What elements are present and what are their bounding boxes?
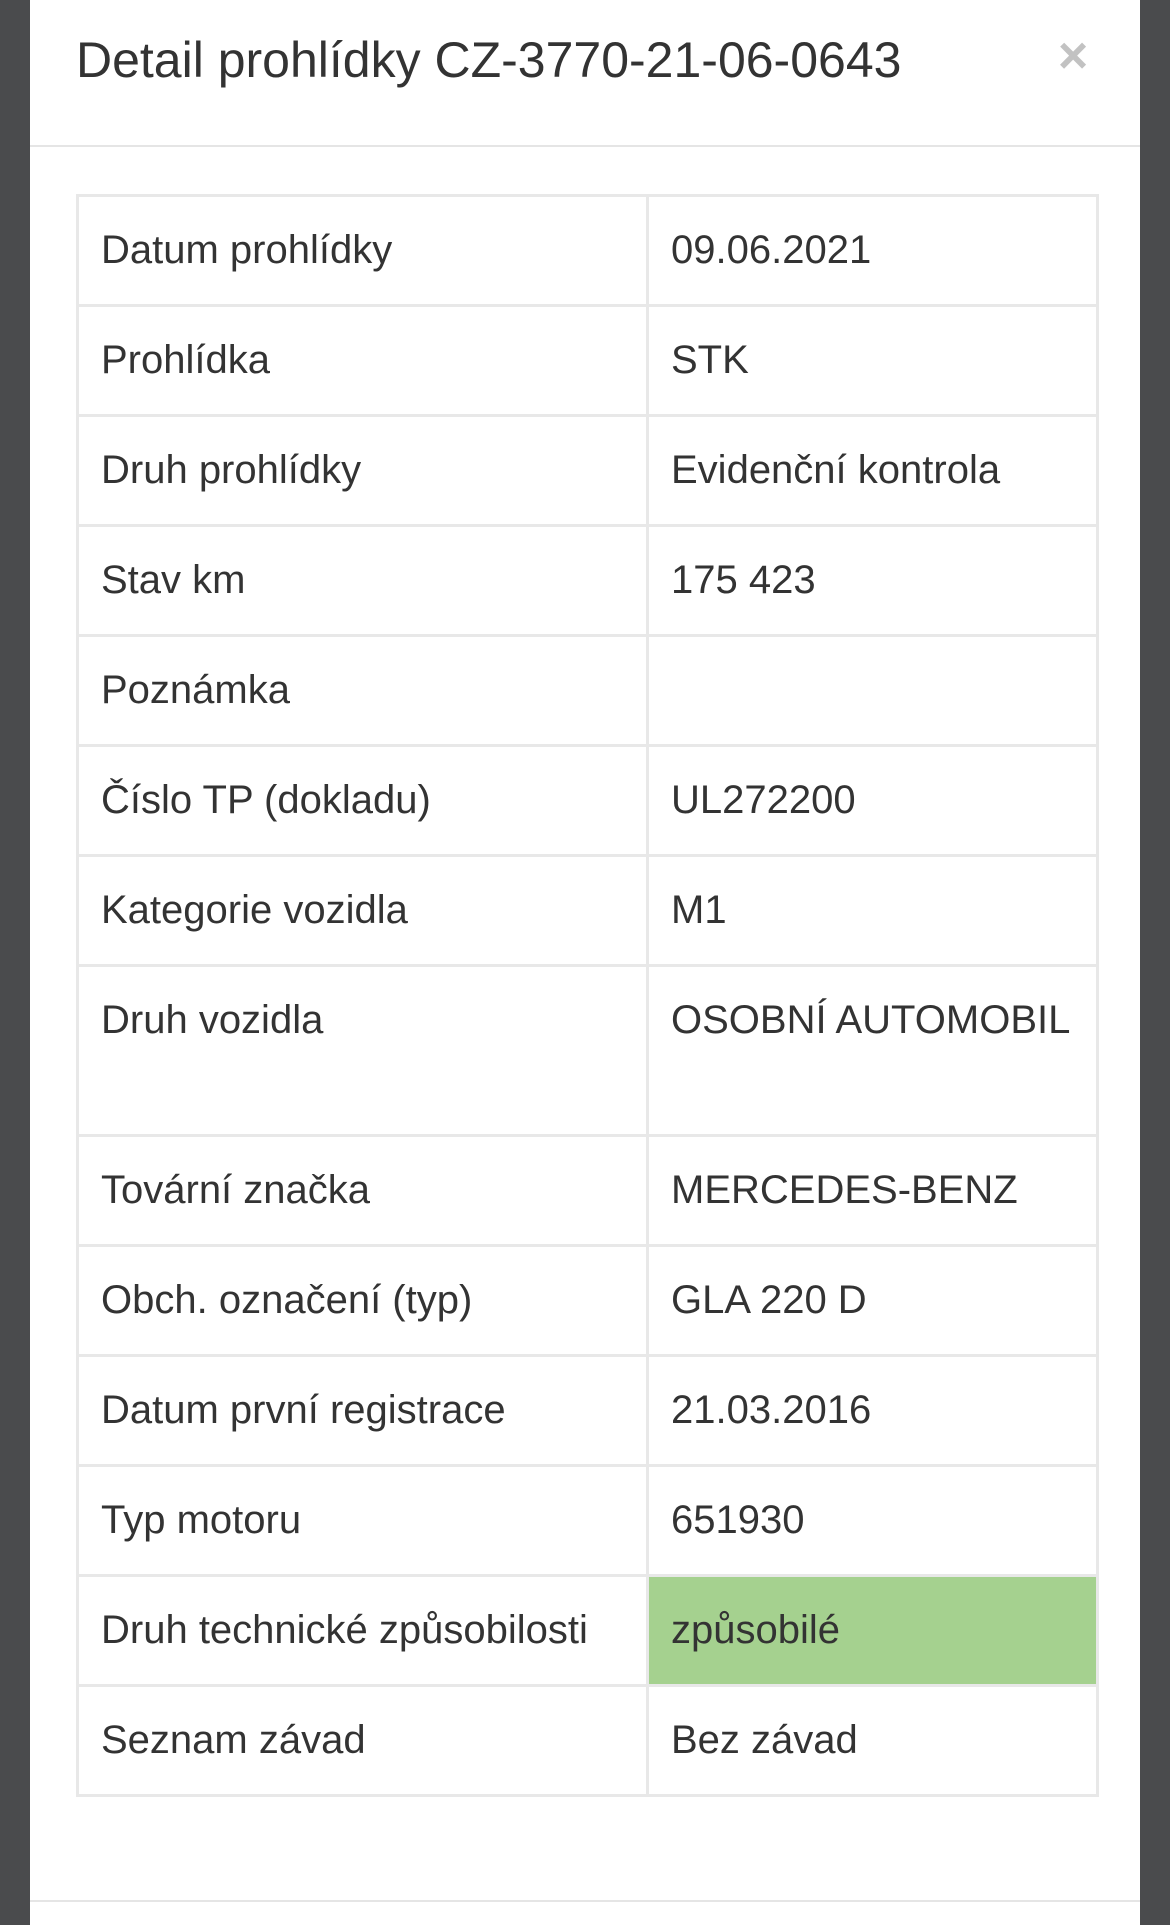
row-label: Kategorie vozidla: [78, 856, 648, 966]
modal-header: [30, 0, 1140, 147]
table-row: [78, 1136, 1098, 1246]
row-label: Poznámka: [78, 636, 648, 746]
row-label: Stav km: [78, 526, 648, 636]
row-value: MERCEDES-BENZ: [648, 1136, 1098, 1246]
row-label: Datum první registrace: [78, 1356, 648, 1466]
row-label: Druh prohlídky: [78, 416, 648, 526]
row-label: Druh vozidla: [78, 966, 648, 1136]
row-label: Datum prohlídky: [78, 196, 648, 306]
row-value: [648, 636, 1098, 746]
row-label: Číslo TP (dokladu): [78, 746, 648, 856]
row-label: Obch. označení (typ): [78, 1246, 648, 1356]
status-badge: způsobilé: [648, 1576, 1098, 1686]
table-row: [78, 306, 1098, 416]
row-value: 21.03.2016: [648, 1356, 1098, 1466]
row-value: Evidenční kontrola: [648, 416, 1098, 526]
table-row: [78, 1686, 1098, 1796]
row-value: M1: [648, 856, 1098, 966]
modal-title: Detail prohlídky CZ-3770-21-06-0643: [76, 32, 902, 88]
row-value: 175 423: [648, 526, 1098, 636]
close-icon[interactable]: ×: [1048, 26, 1098, 86]
table-row: [78, 1576, 1098, 1686]
row-label: Seznam závad: [78, 1686, 648, 1796]
row-value: STK: [648, 306, 1098, 416]
row-label: Prohlídka: [78, 306, 648, 416]
row-label: Druh technické způsobilosti: [78, 1576, 648, 1686]
table-row: [78, 1356, 1098, 1466]
table-row: [78, 1466, 1098, 1576]
modal-footer-divider: [30, 1900, 1140, 1902]
table-row: [78, 746, 1098, 856]
row-value: GLA 220 D: [648, 1246, 1098, 1356]
row-value: Bez závad: [648, 1686, 1098, 1796]
table-row: [78, 1246, 1098, 1356]
inspection-detail-table: [76, 194, 1099, 1797]
table-row: [78, 856, 1098, 966]
row-value: 651930: [648, 1466, 1098, 1576]
row-label: Tovární značka: [78, 1136, 648, 1246]
table-row: [78, 416, 1098, 526]
modal-body: [76, 194, 1096, 1797]
table-row: [78, 196, 1098, 306]
inspection-detail-modal: [30, 0, 1140, 1925]
row-value: 09.06.2021: [648, 196, 1098, 306]
row-value: OSOBNÍ AUTOMOBIL: [648, 966, 1098, 1136]
table-row: [78, 636, 1098, 746]
table-row: [78, 966, 1098, 1136]
table-row: [78, 526, 1098, 636]
row-label: Typ motoru: [78, 1466, 648, 1576]
row-value: UL272200: [648, 746, 1098, 856]
